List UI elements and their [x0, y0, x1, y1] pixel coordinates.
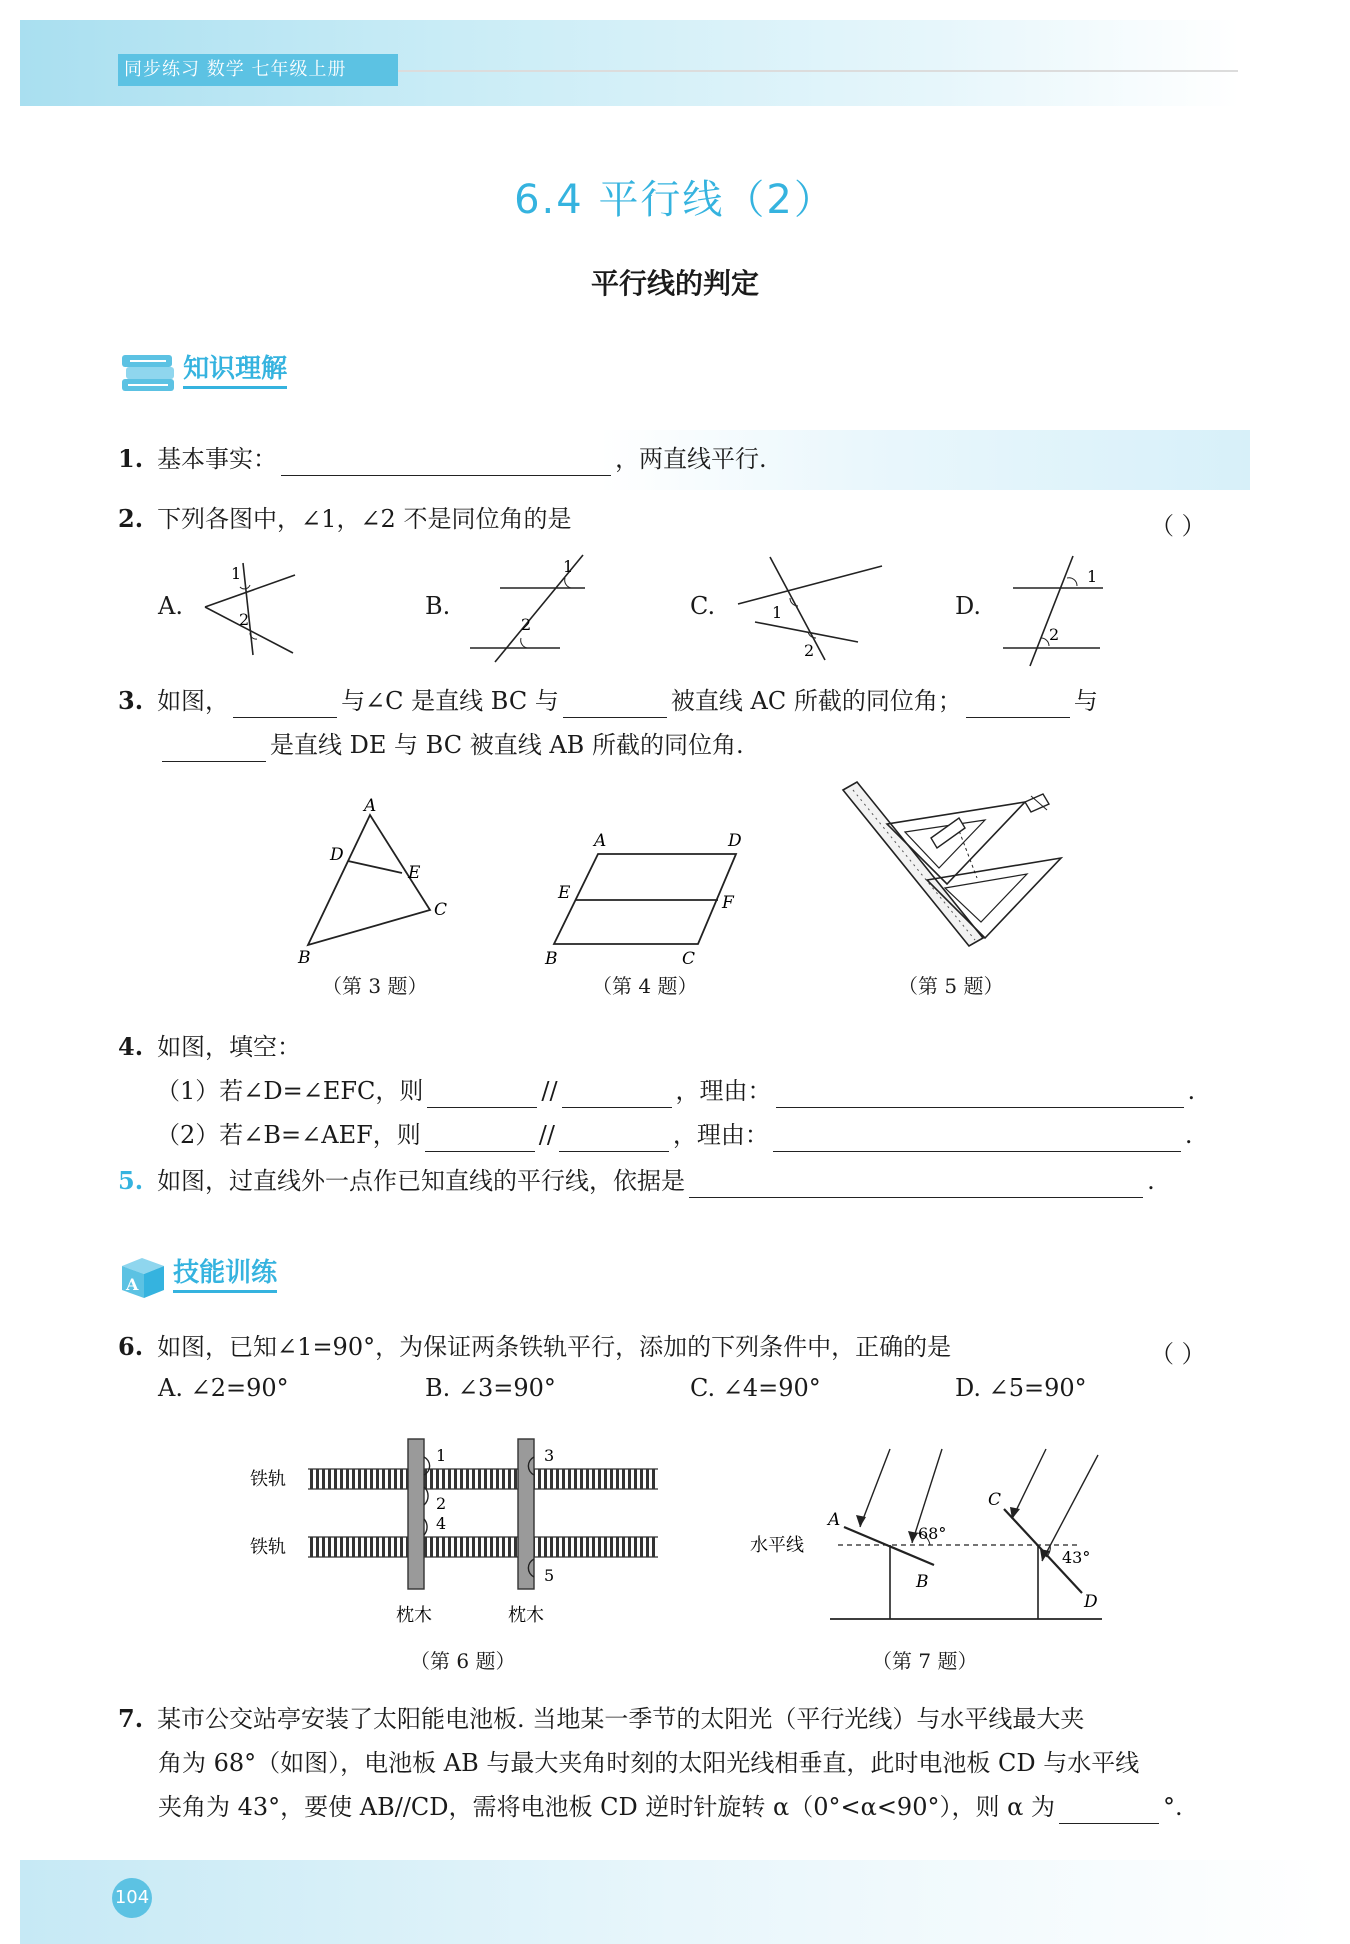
question-4-part-2 — [156, 1118, 1193, 1152]
question-1 — [118, 442, 767, 476]
question-7-line2 — [158, 1746, 1139, 1780]
question-text: 是直线 DE 与 BC 被直线 AB 所截的同位角. — [270, 731, 744, 759]
label-F: F — [722, 893, 734, 913]
footer-band — [20, 1860, 1330, 1944]
question-text: 与∠C 是直线 BC 与 — [341, 687, 559, 715]
header-label: 同步练习 数学 七年级上册 — [118, 54, 398, 86]
figure-5-ruler-triangles — [835, 780, 1070, 955]
question-text: 夹角为 43°，要使 AB//CD，需将电池板 CD 逆时针旋转 α（0°<α<90°），则 α 为 — [158, 1793, 1055, 1821]
option-c-label: C. — [690, 592, 716, 620]
question-text: 角为 68°（如图），电池板 AB 与最大夹角时刻的太阳光线相垂直，此时电池板 CD 与水平线 — [158, 1749, 1140, 1777]
question-number: 7. — [118, 1704, 144, 1733]
parallel-symbol: // — [541, 1077, 558, 1105]
angle-5-label: 5 — [544, 1566, 555, 1585]
angle-68-label: 68° — [918, 1524, 947, 1543]
question-text: 基本事实： — [157, 445, 278, 473]
option-d-figure — [995, 552, 1110, 667]
question-text: 下列各图中，∠1，∠2 不是同位角的是 — [157, 505, 572, 533]
caption-4: （第 4 题） — [592, 974, 698, 998]
option-a-figure — [195, 555, 305, 665]
question-text: °. — [1162, 1793, 1183, 1821]
label-B: B — [298, 948, 311, 968]
answer-blank[interactable] — [281, 449, 611, 476]
answer-blank[interactable] — [689, 1171, 1143, 1198]
answer-paren[interactable]: （ ） — [1150, 512, 1206, 540]
caption-7: （第 7 题） — [872, 1649, 978, 1673]
question-number: 2. — [118, 504, 144, 533]
option-a-label: A. — [158, 592, 183, 620]
option-d-label: D. — [955, 592, 982, 620]
option-b: B. ∠3=90° — [425, 1374, 556, 1402]
header-rule — [398, 70, 1238, 72]
option-a: A. ∠2=90° — [158, 1374, 289, 1402]
figure-6-rails — [250, 1435, 670, 1630]
parallel-symbol: // — [538, 1121, 555, 1149]
question-number: 3. — [118, 686, 144, 715]
option-d: D. ∠5=90° — [955, 1374, 1087, 1402]
question-4-part-1 — [156, 1074, 1195, 1108]
angle-1-label: 1 — [231, 564, 242, 583]
question-5 — [118, 1164, 1155, 1198]
question-7 — [118, 1702, 1084, 1736]
answer-blank[interactable] — [966, 691, 1070, 718]
label-E: E — [558, 883, 571, 903]
angle-1-label: 1 — [772, 603, 783, 622]
tie-label-left: 枕木 — [396, 1605, 432, 1626]
question-4 — [118, 1030, 301, 1064]
question-text: ，两直线平行. — [615, 445, 767, 473]
question-3 — [118, 684, 1098, 718]
question-text: （2）若∠B=∠AEF，则 — [156, 1121, 421, 1149]
angle-1-label: 1 — [436, 1446, 447, 1465]
label-A: A — [364, 796, 377, 816]
section-skills-title: 技能训练 — [173, 1258, 277, 1293]
cube-icon — [118, 1254, 168, 1300]
question-text: . — [1184, 1121, 1193, 1149]
question-2 — [118, 502, 571, 536]
question-text: 如图，已知∠1=90°，为保证两条铁轨平行，添加的下列条件中，正确的是 — [157, 1333, 952, 1361]
question-number: 6. — [118, 1332, 144, 1361]
question-text: . — [1187, 1077, 1196, 1105]
page-subtitle: 平行线的判定 — [590, 267, 759, 300]
angle-43-label: 43° — [1062, 1548, 1091, 1567]
question-text: 如图， — [157, 687, 230, 715]
question-3-line2 — [158, 728, 744, 762]
question-text: 与 — [1073, 687, 1098, 715]
angle-2-label: 2 — [239, 610, 250, 629]
question-number: 5. — [118, 1166, 144, 1195]
label-B: B — [545, 949, 558, 969]
answer-blank[interactable] — [559, 1125, 669, 1152]
angle-1-label: 1 — [563, 557, 574, 576]
question-text: （1）若∠D=∠EFC，则 — [156, 1077, 424, 1105]
tie-label-right: 枕木 — [508, 1605, 544, 1626]
label-D: D — [728, 831, 742, 851]
angle-2-label: 2 — [436, 1494, 447, 1513]
option-c: C. ∠4=90° — [690, 1374, 821, 1402]
label-C: C — [988, 1490, 1002, 1510]
question-text: 如图，过直线外一点作已知直线的平行线，依据是 — [157, 1167, 686, 1195]
question-text: 被直线 AC 所截的同位角； — [670, 687, 962, 715]
question-6 — [118, 1330, 951, 1364]
angle-3-label: 3 — [544, 1446, 555, 1465]
rail-label-bottom: 铁轨 — [250, 1537, 286, 1558]
label-A: A — [828, 1510, 841, 1530]
question-text: ，理由： — [675, 1077, 772, 1105]
angle-2-label: 2 — [521, 615, 532, 634]
angle-2-label: 2 — [1049, 625, 1060, 644]
caption-6: （第 6 题） — [410, 1649, 516, 1673]
question-number: 1. — [118, 444, 144, 473]
answer-blank[interactable] — [233, 691, 337, 718]
figure-4 — [540, 830, 750, 970]
angle-2-label: 2 — [804, 641, 815, 660]
answer-blank[interactable] — [162, 735, 266, 762]
horizon-label: 水平线 — [750, 1535, 804, 1556]
angle-4-label: 4 — [436, 1514, 447, 1533]
question-text: . — [1147, 1167, 1155, 1195]
svg-text:A: A — [126, 1274, 139, 1294]
label-E: E — [408, 863, 421, 883]
section-skills — [118, 1252, 277, 1300]
label-B: B — [916, 1572, 929, 1592]
question-text: 某市公交站亭安装了太阳能电池板. 当地某一季节的太阳光（平行光线）与水平线最大夹 — [157, 1705, 1085, 1733]
angle-1-label: 1 — [1087, 567, 1098, 586]
caption-3: （第 3 题） — [322, 974, 428, 998]
question-text: ，理由： — [672, 1121, 769, 1149]
page-title: 6.4 平行线（2） — [514, 177, 836, 223]
answer-blank[interactable] — [1059, 1797, 1159, 1824]
answer-paren[interactable]: （ ） — [1150, 1340, 1206, 1368]
question-number: 4. — [118, 1032, 144, 1061]
caption-5: （第 5 题） — [898, 974, 1004, 998]
question-text: 如图，填空： — [157, 1033, 302, 1061]
section-knowledge — [118, 348, 287, 397]
section-knowledge-title: 知识理解 — [183, 354, 287, 389]
label-D: D — [330, 845, 344, 865]
figure-3 — [290, 795, 460, 970]
answer-blank[interactable] — [425, 1125, 535, 1152]
answer-blank[interactable] — [776, 1081, 1184, 1108]
label-C: C — [682, 949, 696, 969]
label-A: A — [594, 831, 607, 851]
answer-blank[interactable] — [773, 1125, 1181, 1152]
answer-blank[interactable] — [562, 1081, 672, 1108]
rail-label-top: 铁轨 — [250, 1469, 286, 1490]
option-b-label: B. — [425, 592, 451, 620]
answer-blank[interactable] — [427, 1081, 537, 1108]
question-7-line3 — [158, 1790, 1183, 1824]
figure-7-solar-panels — [750, 1445, 1120, 1625]
option-c-figure — [730, 552, 890, 667]
books-icon — [118, 349, 178, 397]
label-C: C — [434, 900, 448, 920]
answer-blank[interactable] — [563, 691, 667, 718]
label-D: D — [1084, 1592, 1098, 1612]
page-number: 104 — [112, 1878, 152, 1918]
option-b-figure — [465, 550, 595, 665]
